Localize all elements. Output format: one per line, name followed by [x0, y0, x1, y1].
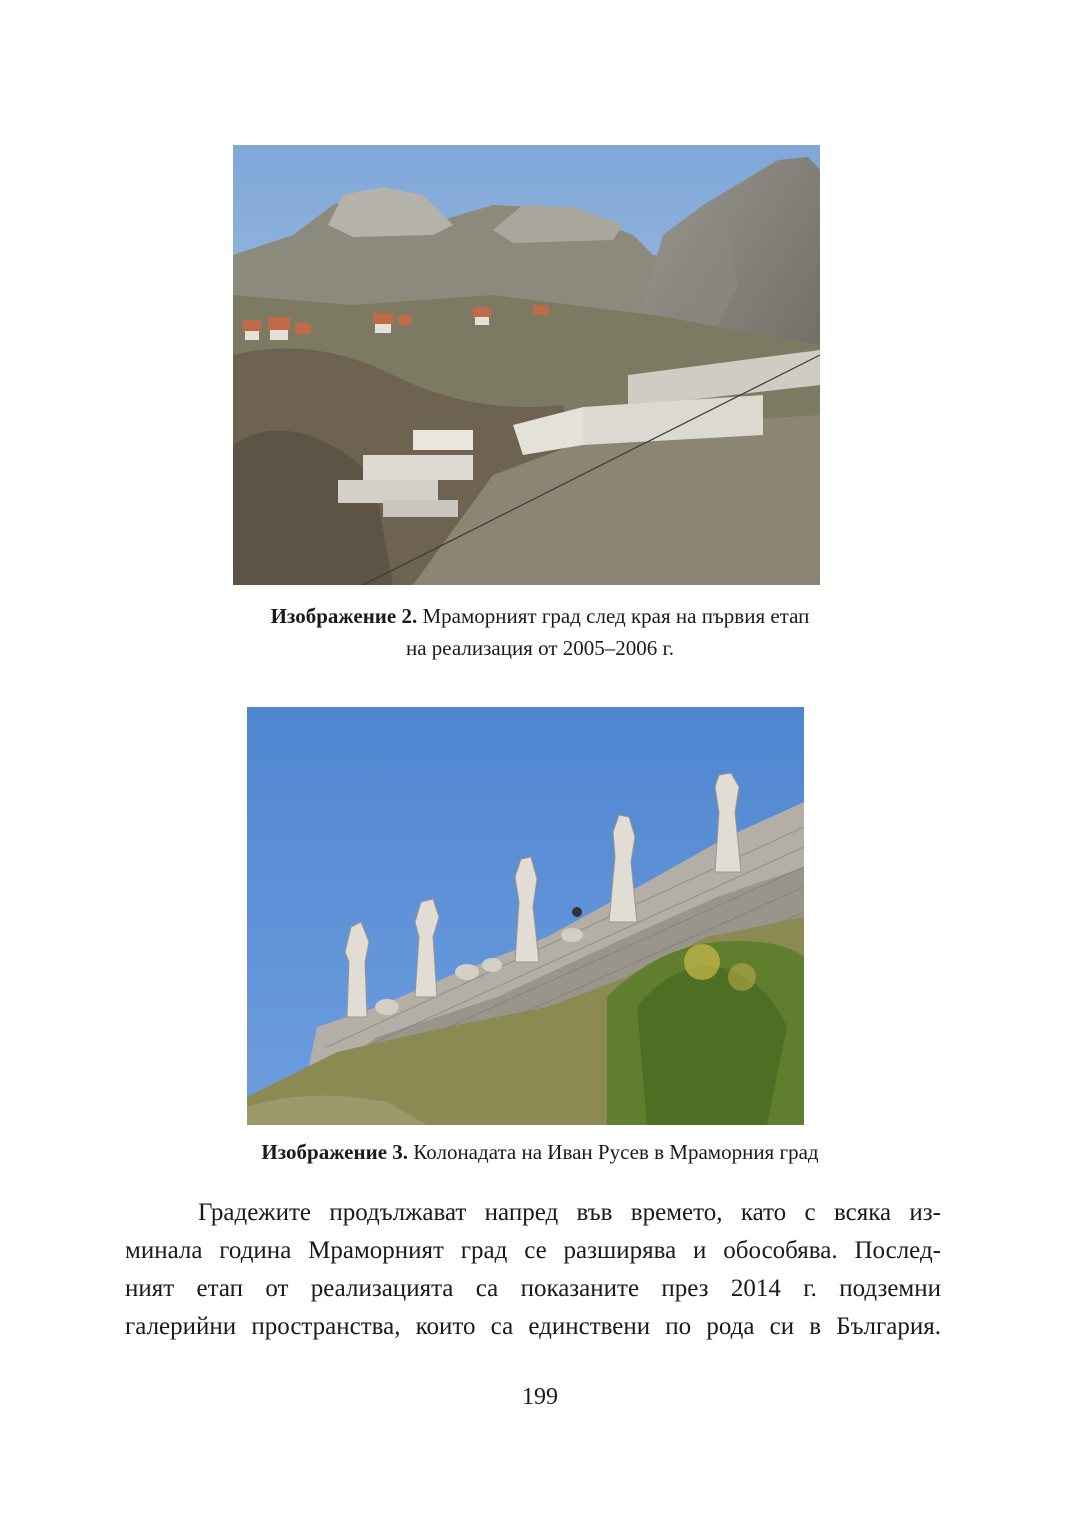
body-line-2: минала година Мраморният град се разширява и обособява. Послед-: [125, 1237, 941, 1264]
figure-3-caption-text: Колонадата на Иван Русев в Мраморния град: [413, 1140, 819, 1164]
marble-town-landscape-image: [233, 145, 820, 585]
body-line-1: Градежите продължават напред във времето, като с всяка из-: [198, 1199, 941, 1226]
body-line-3: ният етап от реализацията са показаните през 2014 г. подземни: [125, 1275, 941, 1302]
figure-2-photo: [233, 145, 820, 585]
figure-2-caption: [0, 600, 1080, 664]
figure-3-photo: [247, 707, 804, 1125]
figure-2-caption-label: Изображение 2.: [270, 604, 418, 628]
colonnade-image: [247, 707, 804, 1125]
body-line-4: галерийни пространства, които са единствени по рода си в България.: [125, 1313, 941, 1340]
body-paragraph: [125, 1194, 941, 1346]
figure-2-caption-text: Мраморният град след края на първия етап: [422, 604, 810, 628]
page-number: 199: [522, 1384, 558, 1410]
figure-3-caption-line: [0, 1136, 1080, 1168]
figure-2-caption-line-1: [0, 600, 1080, 632]
figure-3-caption: [0, 1136, 1080, 1168]
figure-2-caption-line-2: на реализация от 2005–2006 г.: [405, 636, 674, 660]
figure-3-caption-label: Изображение 3.: [261, 1140, 409, 1164]
